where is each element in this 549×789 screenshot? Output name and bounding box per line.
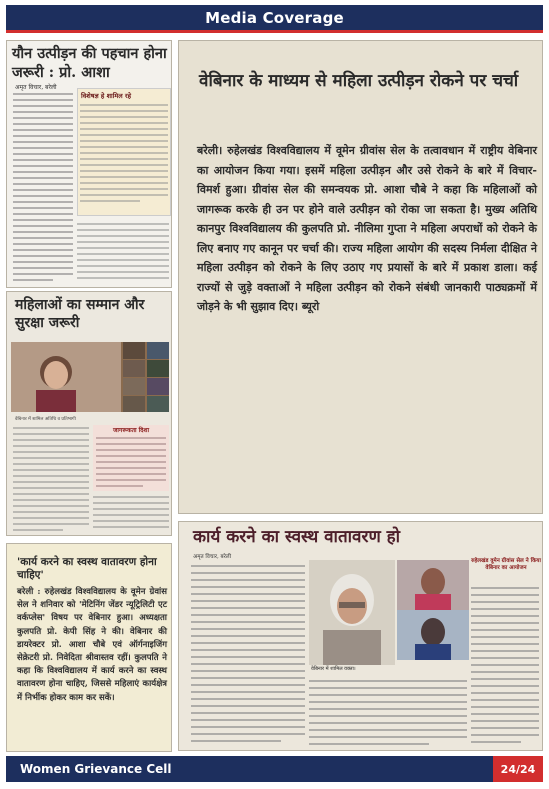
page-title: Media Coverage xyxy=(205,8,344,27)
clipping-5-text-texture-middle xyxy=(309,677,469,749)
news-clipping-2 xyxy=(178,40,543,514)
clipping-2-headline: वेबिनार के माध्यम से महिला उत्पीड़न रोकने पर चर्चा xyxy=(199,71,519,91)
news-clipping-4 xyxy=(6,543,172,752)
clipping-3-sidebox xyxy=(93,425,169,491)
speaker-portrait xyxy=(309,560,395,665)
clipping-5-headline: कार्य करने का स्वस्थ वातावरण हो xyxy=(193,527,401,547)
footer-title: Women Grievance Cell xyxy=(20,762,172,776)
clipping-3-caption: वेबिनार में शामिल अतिथि व प्रतिभागी xyxy=(15,417,76,422)
webinar-screenshot-photo xyxy=(11,342,169,412)
page-header xyxy=(6,5,543,33)
webinar-participants-photo xyxy=(397,560,469,660)
clipping-4-headline: 'कार्य करने का स्वस्थ वातावरण होना चाहिए' xyxy=(17,556,157,581)
clipping-5-text-texture-left xyxy=(191,562,307,748)
clipping-1-sidebox xyxy=(77,88,171,216)
webinar-grid-image xyxy=(11,342,169,412)
sidebox-text-texture xyxy=(80,102,170,212)
clipping-3-text-texture xyxy=(13,425,91,533)
clipping-3-sidebox-title: जागरूकता दिशा xyxy=(112,427,150,434)
clipping-5-photo-caption: वेबिनार में शामिल वक्ता। xyxy=(311,666,356,672)
clipping-5-byline: अमृत विचार, बरेली xyxy=(193,554,232,560)
clipping-1-headline: यौन उत्पीड़न की पहचान होना जरूरी : प्रो. आशा xyxy=(12,45,167,81)
clipping-1-byline: अमृत विचार, बरेली xyxy=(15,84,57,91)
clipping-5-side-title: रुहेलखंड वूमेन ग्रीवांस सेल ने किया वेबिनार का आयोजन xyxy=(471,558,541,571)
clipping-2-body: बरेली। रुहेलखंड विश्वविद्यालय में वूमेन ग्रीवांस सेल के तत्वावधान में राष्ट्रीय वेबिनार का आयोजन किया गया। इसमें महिला उत्पीड़न और उसे रोकने के बारे में विचार-विमर्श हुआ। ग्रीवांस सेल की समन्वयक प्रो. आशा चौबे ने कहा कि महिलाओं को जागरूक करके ही उन पर होने वाले उत्पीड़न को रोका जा सकता है। मुख्य अतिथि कानपुर विश्वविद्यालय की कुलपति प्रो. नीलिमा गुप्ता ने महिला अपराधों को रोकने के लिए बनाए गए कानून पर चर्चा की। राज्य महिला आयोग की सदस्य निर्मला दीक्षित ने महिला उत्पीड़न को रोकने के लिए उठाए गए प्रयासों के बारे में प्रकाश डाला। कई राज्यों से जुड़े वक्ताओं ने महिला उत्पीड़न को रोकने संबंधी जानकारी पाठ्यक्रमों में जोड़ने के भी सुझाव दिए। ब्यूरो xyxy=(197,144,537,313)
clipping-1-text-texture-bottom xyxy=(77,221,171,285)
news-clipping-3 xyxy=(6,291,172,536)
clipping-5-text-texture-right xyxy=(471,584,541,748)
speaker-photo xyxy=(309,560,395,665)
clipping-4-body: बरेली : रुहेलखंड विश्वविद्यालय के वूमेन ग्रेवांस सेल ने शनिवार को 'मेटिनिंग जेंडर न्यूट्रिलिटी एट वर्कप्लेस' विषय पर वेबिनार हुआ। अध्यक्षता कुलपति प्रो. केपी सिंह ने की। वेबिनार की डायरेक्टर प्रो. आशा चौबे एवं ऑर्गनाइजिंग सेक्रेटरी प्रो. निवेदिता श्रीवास्तव रहीं। कुलपति ने कहा कि विश्वविद्यालय में कार्य करने का स्वस्थ वातावरण होना चाहिए, जिससे महिलाएं कार्यक्षेत्र में निर्भीक होकर काम कर सकें। xyxy=(17,587,167,703)
participants-image xyxy=(397,560,469,660)
news-clipping-5 xyxy=(178,521,543,751)
news-clipping-1 xyxy=(6,40,172,288)
clipping-3-headline: महिलाओं का सम्मान और सुरक्षा जरूरी xyxy=(15,297,145,331)
page-number: 24/24 xyxy=(493,756,543,782)
clipping-1-text-texture xyxy=(13,91,75,283)
page-footer xyxy=(6,756,543,782)
clipping-1-sidebox-title: विशेषज्ञ हे शामिल रहे xyxy=(81,92,132,100)
sidebox-3-text-texture xyxy=(93,434,169,490)
clipping-3-text-texture-right xyxy=(93,494,171,534)
